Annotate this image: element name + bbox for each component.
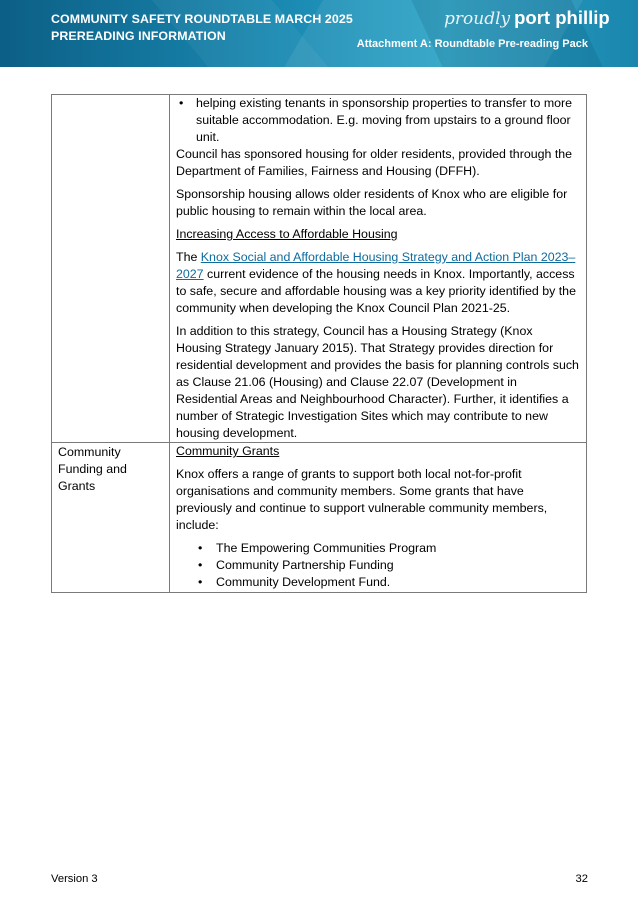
row-body [170,443,587,593]
grants-list [176,540,580,591]
header-title-line1: COMMUNITY SAFETY ROUNDTABLE MARCH 2025 [51,12,353,26]
header-title-line2: PREREADING INFORMATION [51,29,226,43]
row-body [170,95,587,443]
bullet-text: helping existing tenants in sponsorship properties to transfer to more suitable accommodation. E.g. moving from upstairs to a ground floor unit. [196,96,573,144]
bullet-icon: • [198,558,203,572]
header-title [51,11,353,45]
table-row [52,443,587,593]
section-heading: Increasing Access to Affordable Housing [176,227,398,241]
bullet-icon: • [198,541,203,555]
paragraph: In addition to this strategy, Council has a Housing Strategy (Knox Housing Strategy January 2015). That Strategy provides direction for residential development and provides the basis for planning controls such as Clause 21.06 (Housing) and Clause 22.07 (Development in Residential Areas and Neighbourhood Character). Further, it identifies a number of Strategic Investigation Sites which may contribute to new housing development. [176,324,579,440]
list-item-text: Community Partnership Funding [216,558,394,572]
page-number: 32 [575,873,588,885]
list-item [176,557,580,574]
bullet-icon: • [198,575,203,589]
list-item-text: The Empowering Communities Program [216,541,437,555]
content-table [51,94,587,593]
paragraph-rest: current evidence of the housing needs in Knox. Importantly, access to safe, secure and affordable housing was a key priority identified by the community when developing the Knox Council Plan 2021-25. [176,267,576,315]
bullet-icon: • [179,96,184,110]
row-label [52,95,170,443]
list-item [176,574,580,591]
paragraph: Council has sponsored housing for older residents, provided through the Department of Families, Fairness and Housing (DFFH). [176,147,573,178]
paragraph-with-link [176,249,580,317]
council-logo [444,7,610,29]
strategy-link[interactable]: Knox Social and Affordable Housing Strategy and Action Plan 2023–2027 [176,250,576,281]
row-label: Community Funding and Grants [52,443,170,593]
bullet-item [176,95,580,146]
list-item-text: Community Development Fund. [216,575,391,589]
list-item [176,540,580,557]
logo-script: proudly [444,9,511,29]
paragraph-prefix: The [176,250,201,264]
page-header [0,0,638,67]
version-label: Version 3 [51,873,98,885]
logo-brand: port phillip [514,7,610,28]
paragraph: Knox offers a range of grants to support both local not-for-profit organisations and community members. Some grants that have previously and continue to support vulnerable community members, include: [176,467,548,532]
header-subtitle: Attachment A: Roundtable Pre-reading Pack [356,38,588,50]
section-heading: Community Grants [176,444,280,458]
table-row [52,95,587,443]
paragraph: Sponsorship housing allows older residents of Knox who are eligible for public housing to remain within the local area. [176,187,568,218]
